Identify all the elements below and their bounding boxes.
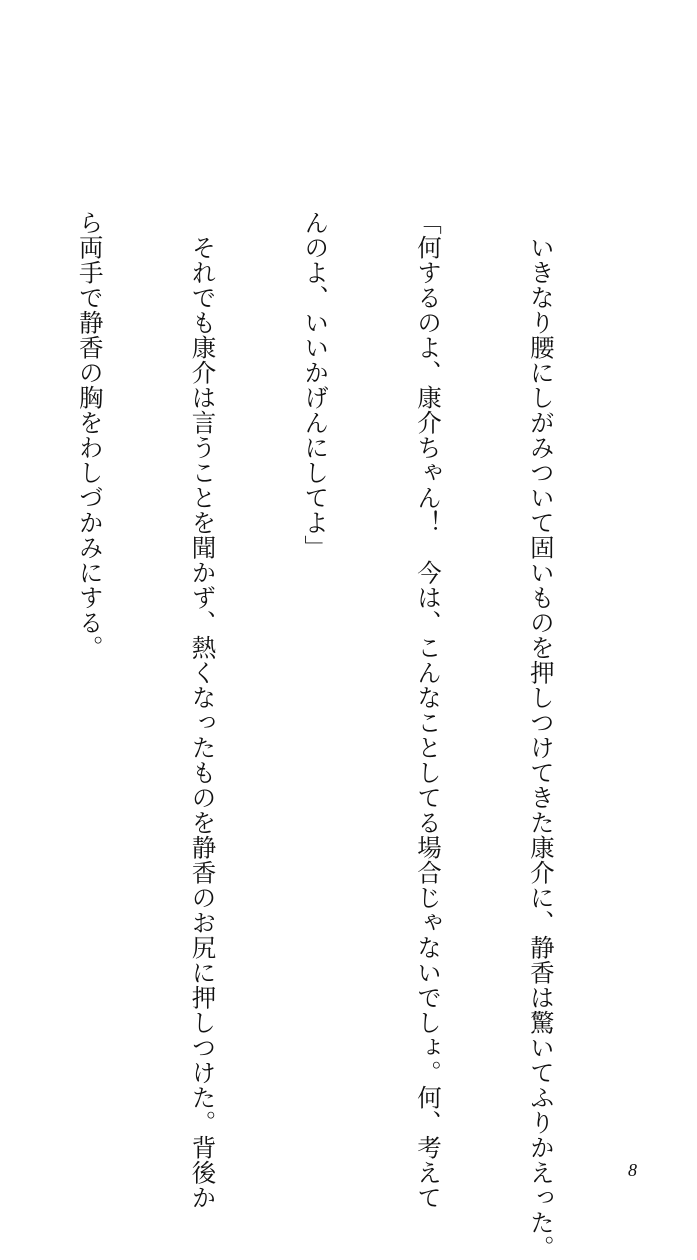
- text-line: んのよ、いいかげんにしてよ」: [301, 210, 331, 560]
- text-line: それでも康介は言うことを聞かず、熱くなったものを静香のお尻に押しつけた。背後か: [188, 210, 218, 1210]
- text-line: 「何するのよ、康介ちゃん！ 今は、こんなことしてる場合じゃないでしょ。何、考えて: [414, 210, 444, 1210]
- text-line: ら両手で静香の胸をわしづかみにする。: [75, 210, 105, 660]
- body-text: [0, 210, 635, 1260]
- page-number: 8: [628, 1160, 637, 1180]
- text-line: いきなり腰にしがみついて固いものを押しつけてきた康介に、静香は驚いてふりかえった。: [526, 210, 556, 1260]
